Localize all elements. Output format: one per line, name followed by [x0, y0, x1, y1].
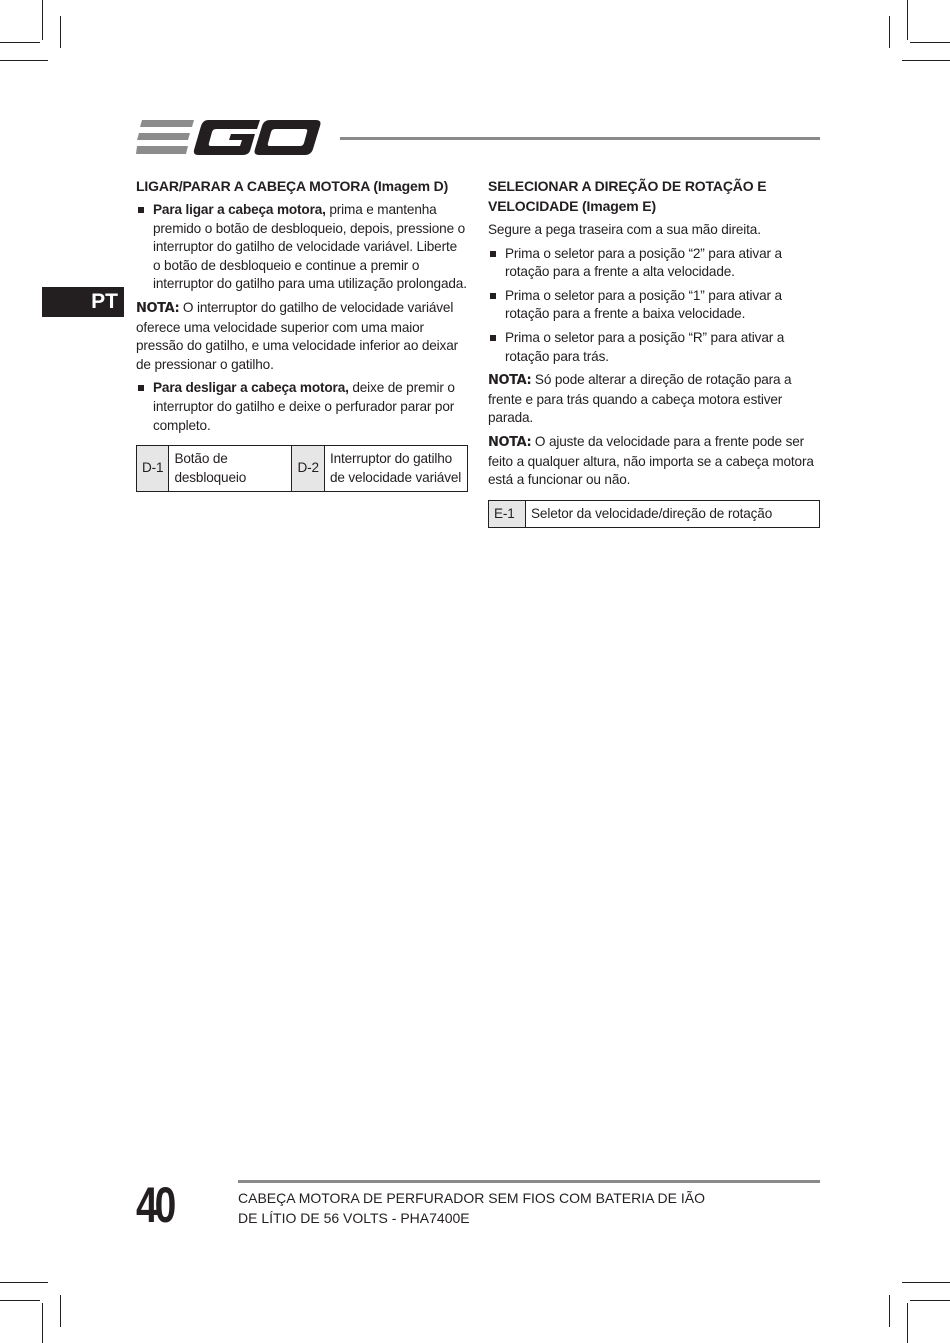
crop-mark — [0, 60, 48, 61]
crop-mark — [902, 60, 950, 61]
note-direction — [488, 371, 820, 428]
header-rule — [340, 137, 820, 140]
parts-table-e — [488, 500, 820, 529]
bullet-text: deixe de premir o interruptor do gatilho e deixe o perfurador parar por completo. — [153, 380, 455, 433]
note-label: NOTA: — [136, 300, 180, 316]
note-text: Só pode alterar a direção de rotação para a frente e para trás quando a cabeça motora estiver parada. — [488, 372, 792, 426]
footer-line-1: CABEÇA MOTORA DE PERFURADOR SEM FIOS COM BATERIA DE IÃO — [238, 1190, 706, 1206]
note-trigger — [136, 299, 468, 374]
crop-mark — [889, 1295, 890, 1327]
note-text: O interruptor do gatilho de velocidade variável oferece uma velocidade superior com uma maior pressão do gatilho, e uma velocidade inferior ao deixar de pressionar o gatilho. — [136, 299, 458, 372]
table-row — [489, 500, 820, 528]
footer-line-2: DE LÍTIO DE 56 VOLTS - PHA7400E — [238, 1210, 470, 1226]
section-heading-start-stop: LIGAR/PARAR A CABEÇA MOTORA (Imagem D) — [136, 178, 449, 194]
part-description: Interruptor do gatilho de velocidade variável — [324, 446, 467, 492]
language-tab: PT — [42, 287, 124, 317]
part-code: E-1 — [489, 500, 526, 528]
intro-text: Segure a pega traseira com a sua mão direita. — [488, 222, 761, 237]
part-code: D-2 — [292, 446, 324, 492]
footer-rule — [238, 1180, 820, 1183]
part-code: D-1 — [137, 446, 169, 492]
crop-mark — [907, 1303, 908, 1343]
crop-mark — [0, 42, 40, 43]
bullet-bold-lead: Para ligar a cabeça motora, — [153, 202, 326, 217]
bullet-position-2 — [488, 245, 820, 282]
left-column — [136, 176, 468, 492]
crop-mark — [910, 42, 950, 43]
crop-mark — [907, 0, 908, 40]
bullet-text: prima e mantenha premido o botão de desbloqueio, depois, pressione o interruptor do gatilho de velocidade variável. Liberte o botão de desbloqueio e continue a premir o interruptor do gatilho para uma utilização prolongada. — [153, 202, 467, 292]
footer-product-title — [238, 1188, 705, 1228]
bullet-square-icon — [490, 335, 496, 341]
crop-mark — [889, 16, 890, 48]
part-description: Seletor da velocidade/direção de rotação — [526, 500, 820, 528]
bullet-square-icon — [490, 293, 496, 299]
note-speed — [488, 433, 820, 490]
crop-mark — [60, 16, 61, 48]
crop-mark — [0, 1300, 40, 1301]
right-column — [488, 176, 820, 528]
crop-mark — [910, 1300, 950, 1301]
page-number: 40 — [136, 1177, 174, 1233]
part-description: Botão de desbloqueio — [169, 446, 292, 492]
bullet-position-1 — [488, 287, 820, 324]
crop-mark — [902, 1282, 950, 1283]
bullet-square-icon — [490, 251, 496, 257]
note-label: NOTA: — [488, 373, 532, 389]
crop-mark — [60, 1295, 61, 1327]
section-heading-direction: SELECIONAR A DIREÇÃO DE ROTAÇÃO E VELOCIDADE (Imagem E) — [488, 178, 767, 214]
parts-table-d — [136, 445, 468, 492]
note-text: O ajuste da velocidade para a frente pode ser feito a qualquer altura, não importa se a cabeça motora está a funcionar ou não. — [488, 433, 814, 488]
bullet-position-r — [488, 329, 820, 366]
bullet-start — [136, 201, 468, 294]
ego-logo — [136, 114, 322, 160]
bullet-text: Prima o seletor para a posição “1” para ativar a rotação para a frente a baixa velocidade. — [505, 287, 782, 322]
crop-mark — [0, 1282, 48, 1283]
bullet-text: Prima o seletor para a posição “R” para ativar a rotação para trás. — [505, 329, 785, 364]
bullet-stop — [136, 379, 468, 435]
bullet-text: Prima o seletor para a posição “2” para ativar a rotação para a frente a alta velocidade. — [505, 245, 782, 280]
table-row — [137, 446, 468, 492]
note-label: NOTA: — [488, 434, 532, 450]
crop-mark — [42, 0, 43, 40]
bullet-square-icon — [138, 385, 144, 391]
bullet-square-icon — [138, 207, 144, 213]
bullet-bold-lead: Para desligar a cabeça motora, — [153, 380, 349, 396]
crop-mark — [42, 1303, 43, 1343]
